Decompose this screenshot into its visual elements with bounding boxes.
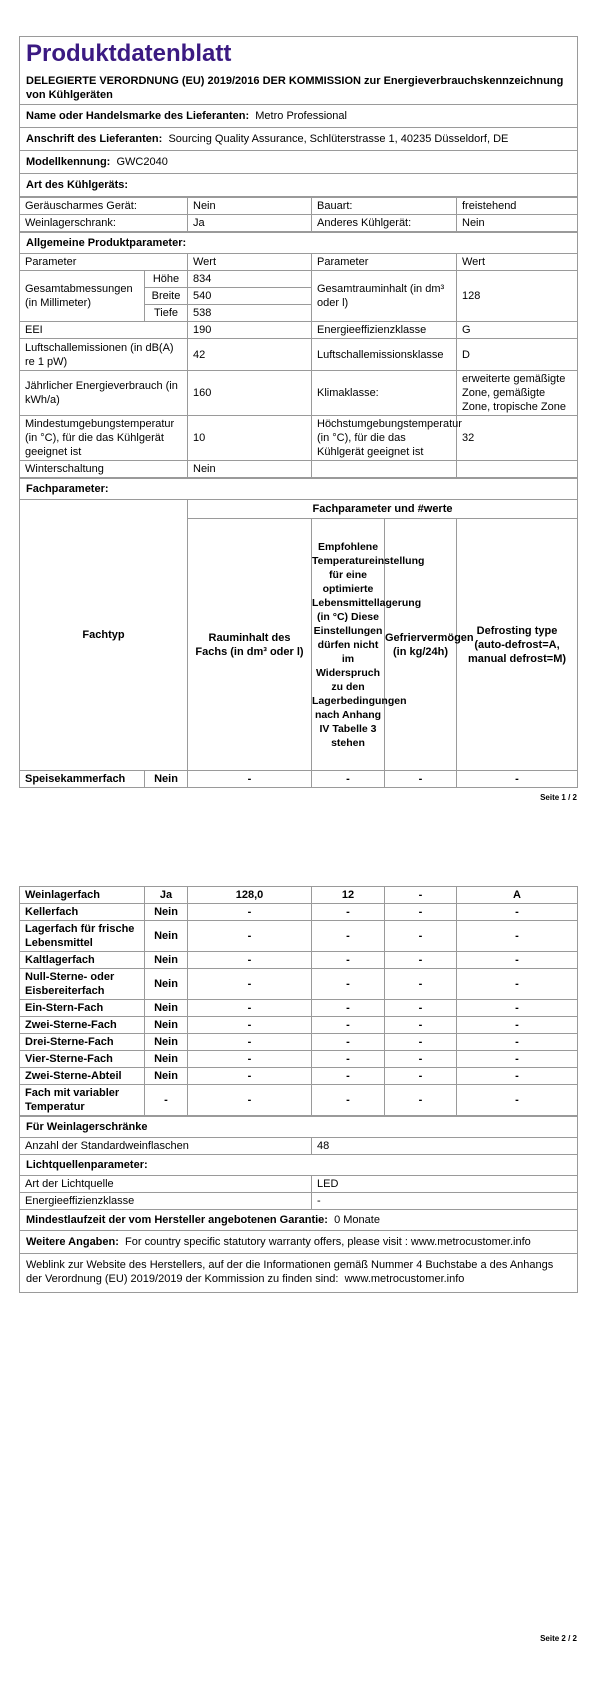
supplier-address-row xyxy=(20,128,578,151)
compartment-present: Nein xyxy=(145,904,188,921)
compartment-row xyxy=(20,1051,578,1068)
compartment-name: Kaltlagerfach xyxy=(20,952,145,969)
type-label: Geräuscharmes Gerät: xyxy=(20,198,188,215)
compartment-present: Nein xyxy=(145,969,188,1000)
compartment-freeze: - xyxy=(385,771,457,788)
column-header: Wert xyxy=(457,254,578,271)
compartment-present: Nein xyxy=(145,921,188,952)
light-heading: Lichtquellenparameter: xyxy=(20,1155,578,1176)
dimension-name: Höhe xyxy=(145,271,188,288)
compartment-row xyxy=(20,1034,578,1051)
compartment-row xyxy=(20,952,578,969)
param-label: Energieeffizienzklasse xyxy=(312,322,457,339)
param-label: Jährlicher Energieverbrauch (in kWh/a) xyxy=(20,371,188,416)
compartment-volume: - xyxy=(188,904,312,921)
compartment-temp: - xyxy=(312,1051,385,1068)
param-value: D xyxy=(457,339,578,371)
compartment-temp: - xyxy=(312,1000,385,1017)
supplier-name-value: Metro Professional xyxy=(255,110,347,122)
param-label: Klimaklasse: xyxy=(312,371,457,416)
regulation-subtitle: DELEGIERTE VERORDNUNG (EU) 2019/2016 DER KOMMISSION zur Energieverbrauchskennzeichnung von Kühlgeräten xyxy=(26,75,564,101)
guarantee-label: Mindestlaufzeit der vom Hersteller angebotenen Garantie: xyxy=(26,1214,328,1226)
compartment-temp: - xyxy=(312,1085,385,1116)
param-label: Luftschallemissionsklasse xyxy=(312,339,457,371)
param-value: 42 xyxy=(188,339,312,371)
column-header: Parameter xyxy=(20,254,188,271)
supplier-name-row xyxy=(20,105,578,128)
weblink-value[interactable]: www.metrocustomer.info xyxy=(344,1273,465,1285)
volume-value: 128 xyxy=(457,271,578,322)
title-cell xyxy=(20,37,578,105)
compartment-temp: - xyxy=(312,952,385,969)
general-header-row xyxy=(20,254,578,271)
compartment-defrost: - xyxy=(457,904,578,921)
compartment-present: Nein xyxy=(145,771,188,788)
compartment-volume: - xyxy=(188,771,312,788)
col-temp-header: Empfohlene Temperatureinstellung für eine optimierte Lebensmittellagerung (in °C) Diese Einstellungen dürfen nicht im Widerspruch zu den Lagerbedingungen nach Anhang IV Tabelle 3 stehen xyxy=(312,519,385,771)
compartment-name: Null-Sterne- oder Eisbereiterfach xyxy=(20,969,145,1000)
further-info-label: Weitere Angaben: xyxy=(26,1236,119,1248)
further-info-value: For country specific statutory warranty offers, please visit : www.metrocustomer.info xyxy=(125,1236,531,1248)
param-label: Höchstumgebungstemperatur (in °C), für die das Kühlgerät geeignet ist xyxy=(312,416,457,461)
type-value: Nein xyxy=(457,215,578,232)
compartment-defrost: - xyxy=(457,1068,578,1085)
type-label: Bauart: xyxy=(312,198,457,215)
column-header: Wert xyxy=(188,254,312,271)
general-table xyxy=(19,232,578,478)
compartment-freeze: - xyxy=(385,904,457,921)
page-number-2: Seite 2 / 2 xyxy=(540,1634,577,1643)
model-row xyxy=(20,151,578,174)
compartment-table-page-1 xyxy=(19,478,578,788)
param-value: 10 xyxy=(188,416,312,461)
compartment-temp: - xyxy=(312,1017,385,1034)
col-type-header: Fachtyp xyxy=(20,500,188,771)
compartment-row xyxy=(20,921,578,952)
compartment-temp: - xyxy=(312,1068,385,1085)
compartment-present: Ja xyxy=(145,887,188,904)
compartment-freeze: - xyxy=(385,1068,457,1085)
light-type-label: Art der Lichtquelle xyxy=(20,1176,312,1193)
light-type-value: LED xyxy=(312,1176,578,1193)
compartments-heading: Fachparameter: xyxy=(20,479,578,500)
wine-heading: Für Weinlagerschränke xyxy=(20,1117,578,1138)
param-label: Luftschallemissionen (in dB(A) re 1 pW) xyxy=(20,339,188,371)
compartment-volume: - xyxy=(188,1017,312,1034)
compartment-present: Nein xyxy=(145,952,188,969)
compartment-defrost: - xyxy=(457,1051,578,1068)
compartment-name: Kellerfach xyxy=(20,904,145,921)
light-class-value: - xyxy=(312,1193,578,1210)
compartment-freeze: - xyxy=(385,921,457,952)
compartment-name: Lagerfach für frische Lebensmittel xyxy=(20,921,145,952)
compartment-temp: - xyxy=(312,904,385,921)
param-value: 160 xyxy=(188,371,312,416)
column-header: Parameter xyxy=(312,254,457,271)
type-value: Nein xyxy=(188,198,312,215)
compartment-present: Nein xyxy=(145,1034,188,1051)
compartment-present: Nein xyxy=(145,1068,188,1085)
type-table xyxy=(19,197,578,232)
page-title: Produktdatenblatt xyxy=(26,40,232,67)
compartment-volume: - xyxy=(188,1068,312,1085)
header-table xyxy=(19,36,578,197)
compartment-present: Nein xyxy=(145,1051,188,1068)
type-row xyxy=(20,198,578,215)
compartment-defrost: - xyxy=(457,1017,578,1034)
compartment-row xyxy=(20,887,578,904)
compartment-volume: - xyxy=(188,1000,312,1017)
compartment-defrost: - xyxy=(457,1000,578,1017)
col-volume-header: Rauminhalt des Fachs (in dm³ oder l) xyxy=(188,519,312,771)
compartment-name: Ein-Stern-Fach xyxy=(20,1000,145,1017)
compartment-volume: - xyxy=(188,1085,312,1116)
empty-cell xyxy=(457,461,578,478)
col-freeze-header: Gefriervermögen (in kg/24h) xyxy=(385,519,457,771)
further-info-row xyxy=(20,1231,578,1254)
guarantee-row xyxy=(20,1210,578,1231)
compartment-row xyxy=(20,1017,578,1034)
compartment-freeze: - xyxy=(385,1051,457,1068)
param-value: 190 xyxy=(188,322,312,339)
compartment-row xyxy=(20,1068,578,1085)
col-defrost-header: Defrosting type (auto-defrost=A, manual defrost=M) xyxy=(457,519,578,771)
general-row xyxy=(20,371,578,416)
general-row xyxy=(20,339,578,371)
group-header: Fachparameter und #werte xyxy=(188,500,578,519)
compartment-freeze: - xyxy=(385,1000,457,1017)
compartment-present: Nein xyxy=(145,1017,188,1034)
compartment-volume: - xyxy=(188,969,312,1000)
type-value: Ja xyxy=(188,215,312,232)
compartment-volume: 128,0 xyxy=(188,887,312,904)
param-value: Nein xyxy=(188,461,312,478)
general-row xyxy=(20,416,578,461)
compartment-name: Fach mit variabler Temperatur xyxy=(20,1085,145,1116)
supplier-address-label: Anschrift des Lieferanten: xyxy=(26,133,163,145)
compartment-row xyxy=(20,1000,578,1017)
type-value: freistehend xyxy=(457,198,578,215)
compartment-temp: - xyxy=(312,1034,385,1051)
supplier-name-label: Name oder Handelsmarke des Lieferanten: xyxy=(26,110,250,122)
dimension-name: Breite xyxy=(145,288,188,305)
compartment-present: Nein xyxy=(145,1000,188,1017)
compartment-name: Drei-Sterne-Fach xyxy=(20,1034,145,1051)
param-label: Mindestumgebungstemperatur (in °C), für die das Kühlgerät geeignet ist xyxy=(20,416,188,461)
page-2 xyxy=(19,886,577,1293)
type-label: Weinlagerschrank: xyxy=(20,215,188,232)
compartment-row xyxy=(20,771,578,788)
compartment-temp: - xyxy=(312,771,385,788)
dimension-value: 540 xyxy=(188,288,312,305)
dimension-name: Tiefe xyxy=(145,305,188,322)
compartment-temp: 12 xyxy=(312,887,385,904)
compartment-name: Vier-Sterne-Fach xyxy=(20,1051,145,1068)
compartment-volume: - xyxy=(188,1051,312,1068)
dimensions-label: Gesamtabmessungen (in Millimeter) xyxy=(20,271,145,322)
compartment-present: - xyxy=(145,1085,188,1116)
winter-row xyxy=(20,461,578,478)
dimension-value: 834 xyxy=(188,271,312,288)
model-label: Modellkennung: xyxy=(26,156,111,168)
volume-label: Gesamtrauminhalt (in dm³ oder l) xyxy=(312,271,457,322)
weblink-row xyxy=(20,1254,578,1293)
compartment-freeze: - xyxy=(385,952,457,969)
compartment-name: Zwei-Sterne-Abteil xyxy=(20,1068,145,1085)
compartment-table-page-2 xyxy=(19,886,578,1116)
bottles-label: Anzahl der Standardweinflaschen xyxy=(20,1138,312,1155)
type-label: Anderes Kühlgerät: xyxy=(312,215,457,232)
compartment-row xyxy=(20,969,578,1000)
compartment-volume: - xyxy=(188,1034,312,1051)
compartment-volume: - xyxy=(188,921,312,952)
page-1 xyxy=(19,36,577,788)
compartment-freeze: - xyxy=(385,887,457,904)
type-heading: Art des Kühlgeräts: xyxy=(20,174,578,197)
compartment-name: Zwei-Sterne-Fach xyxy=(20,1017,145,1034)
compartment-defrost: - xyxy=(457,771,578,788)
compartment-temp: - xyxy=(312,921,385,952)
type-row xyxy=(20,215,578,232)
compartment-defrost: - xyxy=(457,1085,578,1116)
compartment-freeze: - xyxy=(385,1085,457,1116)
compartment-freeze: - xyxy=(385,1034,457,1051)
param-label: Winterschaltung xyxy=(20,461,188,478)
weblink-label: Weblink zur Website des Herstellers, auf der die Informationen gemäß Nummer 4 Buchstabe a des Anhangs der Verordnung (EU) 2019/2019 der Kommission zu finden sind: xyxy=(26,1259,554,1285)
compartment-defrost: - xyxy=(457,1034,578,1051)
page-number-1: Seite 1 / 2 xyxy=(540,793,577,802)
param-value: erweiterte gemäßigte Zone, gemäßigte Zone, tropische Zone xyxy=(457,371,578,416)
compartment-name: Weinlagerfach xyxy=(20,887,145,904)
empty-cell xyxy=(312,461,457,478)
footer-table xyxy=(19,1116,578,1293)
compartment-defrost: - xyxy=(457,952,578,969)
compartment-volume: - xyxy=(188,952,312,969)
compartment-name: Speisekammerfach xyxy=(20,771,145,788)
general-heading: Allgemeine Produktparameter: xyxy=(20,233,578,254)
bottles-value: 48 xyxy=(312,1138,578,1155)
compartment-temp: - xyxy=(312,969,385,1000)
param-value: G xyxy=(457,322,578,339)
compartment-row xyxy=(20,1085,578,1116)
param-label: EEI xyxy=(20,322,188,339)
general-row xyxy=(20,322,578,339)
guarantee-value: 0 Monate xyxy=(334,1214,380,1226)
compartment-freeze: - xyxy=(385,1017,457,1034)
compartment-defrost: - xyxy=(457,969,578,1000)
dimension-value: 538 xyxy=(188,305,312,322)
model-value: GWC2040 xyxy=(116,156,168,168)
compartment-freeze: - xyxy=(385,969,457,1000)
supplier-address-value: Sourcing Quality Assurance, Schlüterstrasse 1, 40235 Düsseldorf, DE xyxy=(168,133,509,145)
compartment-defrost: - xyxy=(457,921,578,952)
light-class-label: Energieeffizienzklasse xyxy=(20,1193,312,1210)
compartment-row xyxy=(20,904,578,921)
compartment-defrost: A xyxy=(457,887,578,904)
param-value: 32 xyxy=(457,416,578,461)
